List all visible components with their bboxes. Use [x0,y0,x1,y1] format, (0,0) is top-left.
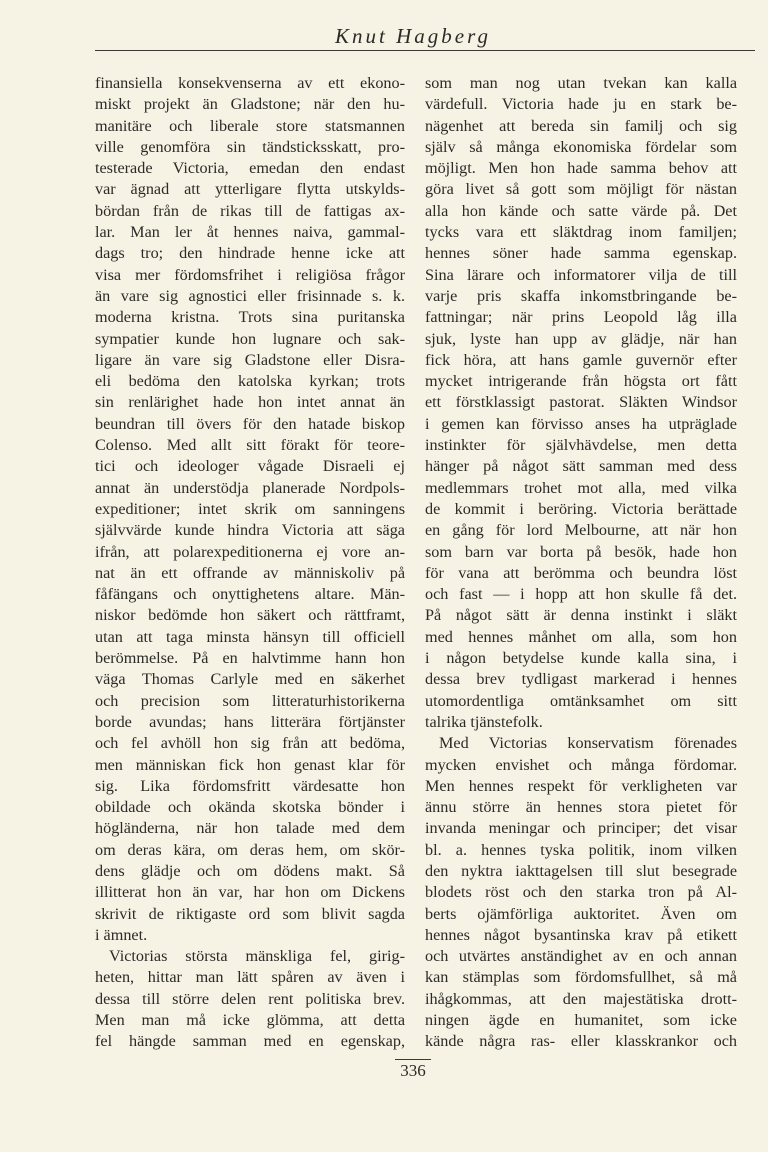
text-line: ännu större än hennes stora pietet för [425,798,737,817]
text-line: ihågkommas, att den majestätiska drott- [425,989,737,1008]
text-line: hennes söner hade samma egenskap. [425,244,737,263]
text-line: skrivit de riktigaste ord som blivit sagda [95,904,405,923]
text-line: berts ojämförliga auktoritet. Även om [425,904,737,923]
text-line: tici och ideologer vågade Disraeli ej [95,457,405,476]
text-line: eli bedöma den katolska kyrkan; trots [95,372,405,391]
text-line: ville genomföra sin tändsticksskatt, pro- [95,137,405,156]
text-line: med hennes månhet om alla, som hon [425,627,737,646]
text-line: en gång för lord Melbourne, att när hon [425,521,737,540]
text-line: berömmelse. På en halvtimme hann hon [95,649,405,668]
text-line: lar. Man ler åt hennes naiva, gammal- [95,223,405,242]
text-line: fick höra, att hans gamle guvernör efter [425,350,737,369]
text-line: niskor bedömde hon säkert och rättframt, [95,606,405,625]
text-line: utomordentliga omtänksamhet om sitt [425,691,737,710]
text-line: blodets röst och den starka tron på Al- [425,883,737,902]
text-line: ningen ägde en humanitet, som icke [425,1011,737,1030]
text-line: sig. Lika fördomsfritt värdesatte hon [95,776,405,795]
text-line: finansiella konsekvenserna av ett ekono- [95,74,405,92]
text-line: ligare än vare sig Gladstone eller Disra- [95,350,405,369]
text-line: mycken envishet och många fördomar. [425,755,737,774]
text-line: som man nog utan tvekan kan kalla [425,74,737,92]
header-rule [95,50,755,51]
text-line: om deras kära, om deras hem, om skör- [95,840,405,859]
text-line: kände några ras- eller klasskrankor och [425,1032,737,1051]
text-line: instinkter för självhävdelse, men detta [425,436,737,455]
left-column [95,73,405,1053]
text-line: ifrån, att polarexpeditionerna ej vore an- [95,542,405,561]
text-line: Victorias största mänskliga fel, girig- [109,947,405,966]
text-line: invanda meningar och principer; det visar [425,819,737,838]
text-line: Med Victorias konservatism förenades [439,734,737,753]
text-line: sympatier kunde hon lugnare och sak- [95,329,405,348]
text-line: obildade och okända skotska bönder i [95,798,405,817]
text-line: i ämnet. [95,925,148,944]
text-line: i någon betydelse kunde kalla sina, i [425,649,737,668]
text-line: de kommit i beröring. Victoria berättade [425,499,737,518]
text-line: talrika tjänstefolk. [425,712,543,731]
text-line: hennes något bysantinska krav på etikett [425,925,737,944]
text-line: nat än ett offrande av människoliv på [95,563,405,582]
text-line: tycks vara ett släktdrag inom familjen; [425,223,737,242]
text-line: och fel avhöll hon sig från att bedöma, [95,734,405,753]
text-line: kan stämplas som fördomsfullhet, så må [425,968,737,987]
text-line: och utvärtes anständighet av en och annan [425,947,737,966]
text-line: sjuk, lyste han upp av glädje, när han [425,329,737,348]
text-line: manitäre och liberale store statsmannen [95,116,405,135]
text-line: På något sätt är denna instinkt i släkt [425,606,737,625]
text-line: självvärde kunde hindra Victoria att säga [95,521,405,540]
text-line: sin renlärighet hade hon intet annat än [95,393,405,412]
text-line: varje pris skaffa inkomstbringande be- [425,286,737,305]
text-line: var ägnad att ytterligare flytta utskylds- [95,180,405,199]
text-line: borde avundas; hans litterära förtjänster [95,712,405,731]
text-line: Men man må icke glömma, att detta [95,1011,405,1030]
text-line: som barn var borta på besök, hade hon [425,542,737,561]
text-line: väga Thomas Carlyle med en säkerhet [95,670,405,689]
page-number: 336 [400,1061,426,1080]
text-line: utan att taga minsta hänsyn till officiell [95,627,405,646]
text-line: nägenhet att bereda sin familj och sig [425,116,737,135]
text-line: moderna kristna. Trots sina puritanska [95,308,405,327]
right-column [425,73,737,1053]
text-line: illitterat hon än var, har hon om Dickens [95,883,405,902]
text-line: bl. a. hennes tyska politik, inom vilken [425,840,737,859]
text-line: och fast — i hopp att hon skulle få det. [425,585,737,604]
text-line: hänger på något sätt samman med dess [425,457,737,476]
text-line: högländerna, när hon talade med dem [95,819,405,838]
text-line: dags tro; den hindrade henne icke att [95,244,405,263]
text-line: testerade Victoria, emedan den endast [95,159,405,178]
text-line: annat än understödja planerade Nordpols- [95,478,405,497]
text-line: ett förstklassigt pastorat. Släkten Windsor [425,393,737,412]
text-line: och precision som litteraturhistorikerna [95,691,405,710]
text-line: beundran till övers för den hatade biskop [95,414,405,433]
text-line: alla hon kände och satte värde på. Det [425,201,737,220]
text-line: fel hängde samman med en egenskap, [95,1032,405,1051]
text-line: dessa brev tydligast markerad i hennes [425,670,737,689]
text-line: Sina lärare och informatorer vilja de till [425,265,737,284]
text-line: än vare sig agnostici eller frisinnade s. k. [95,286,405,305]
text-line: medlemmars trohet mot alla, med vilka [425,478,737,497]
text-line: fattningar; när prins Leopold låg illa [425,308,737,327]
text-line: för vana att berömma och beundra löst [425,563,737,582]
text-line: Men hennes respekt för verkligheten var [425,776,737,795]
text-line: i gemen kan förvisso anses ha utpräglade [425,414,737,433]
text-line: Colenso. Med allt sitt förakt för teore- [95,436,405,455]
page-number-rule [395,1059,431,1060]
running-header: Knut Hagberg [335,24,491,48]
text-line: dens glädje och om dödens makt. Så [95,861,405,880]
text-line: mycket intrigerande från högsta ort fått [425,372,737,391]
text-line: möjligt. Men hon hade samma behov att [425,159,737,178]
text-line: själv så många ekonomiska fördelar som [425,137,737,156]
text-line: fåfängans och onyttighetens altare. Män- [95,585,405,604]
text-line: bördan från de rikas till de fattigas ax- [95,201,405,220]
text-line: miskt projekt än Gladstone; när den hu- [95,95,405,114]
text-line: värdefull. Victoria hade ju en stark be- [425,95,737,114]
text-line: göra livet så gott som möjligt för nästan [425,180,737,199]
text-line: dessa till större delen rent politiska brev. [95,989,405,1008]
text-line: den nyktra iakttagelsen till slut besegrade [425,861,737,880]
text-line: visa mer fördomsfrihet i religiösa frågor [95,265,405,284]
text-line: heten, hittar man lätt spåren av även i [95,968,405,987]
text-line: expeditioner; intet skrik om sanningens [95,499,405,518]
text-line: men människan fick hon genast klar för [95,755,405,774]
